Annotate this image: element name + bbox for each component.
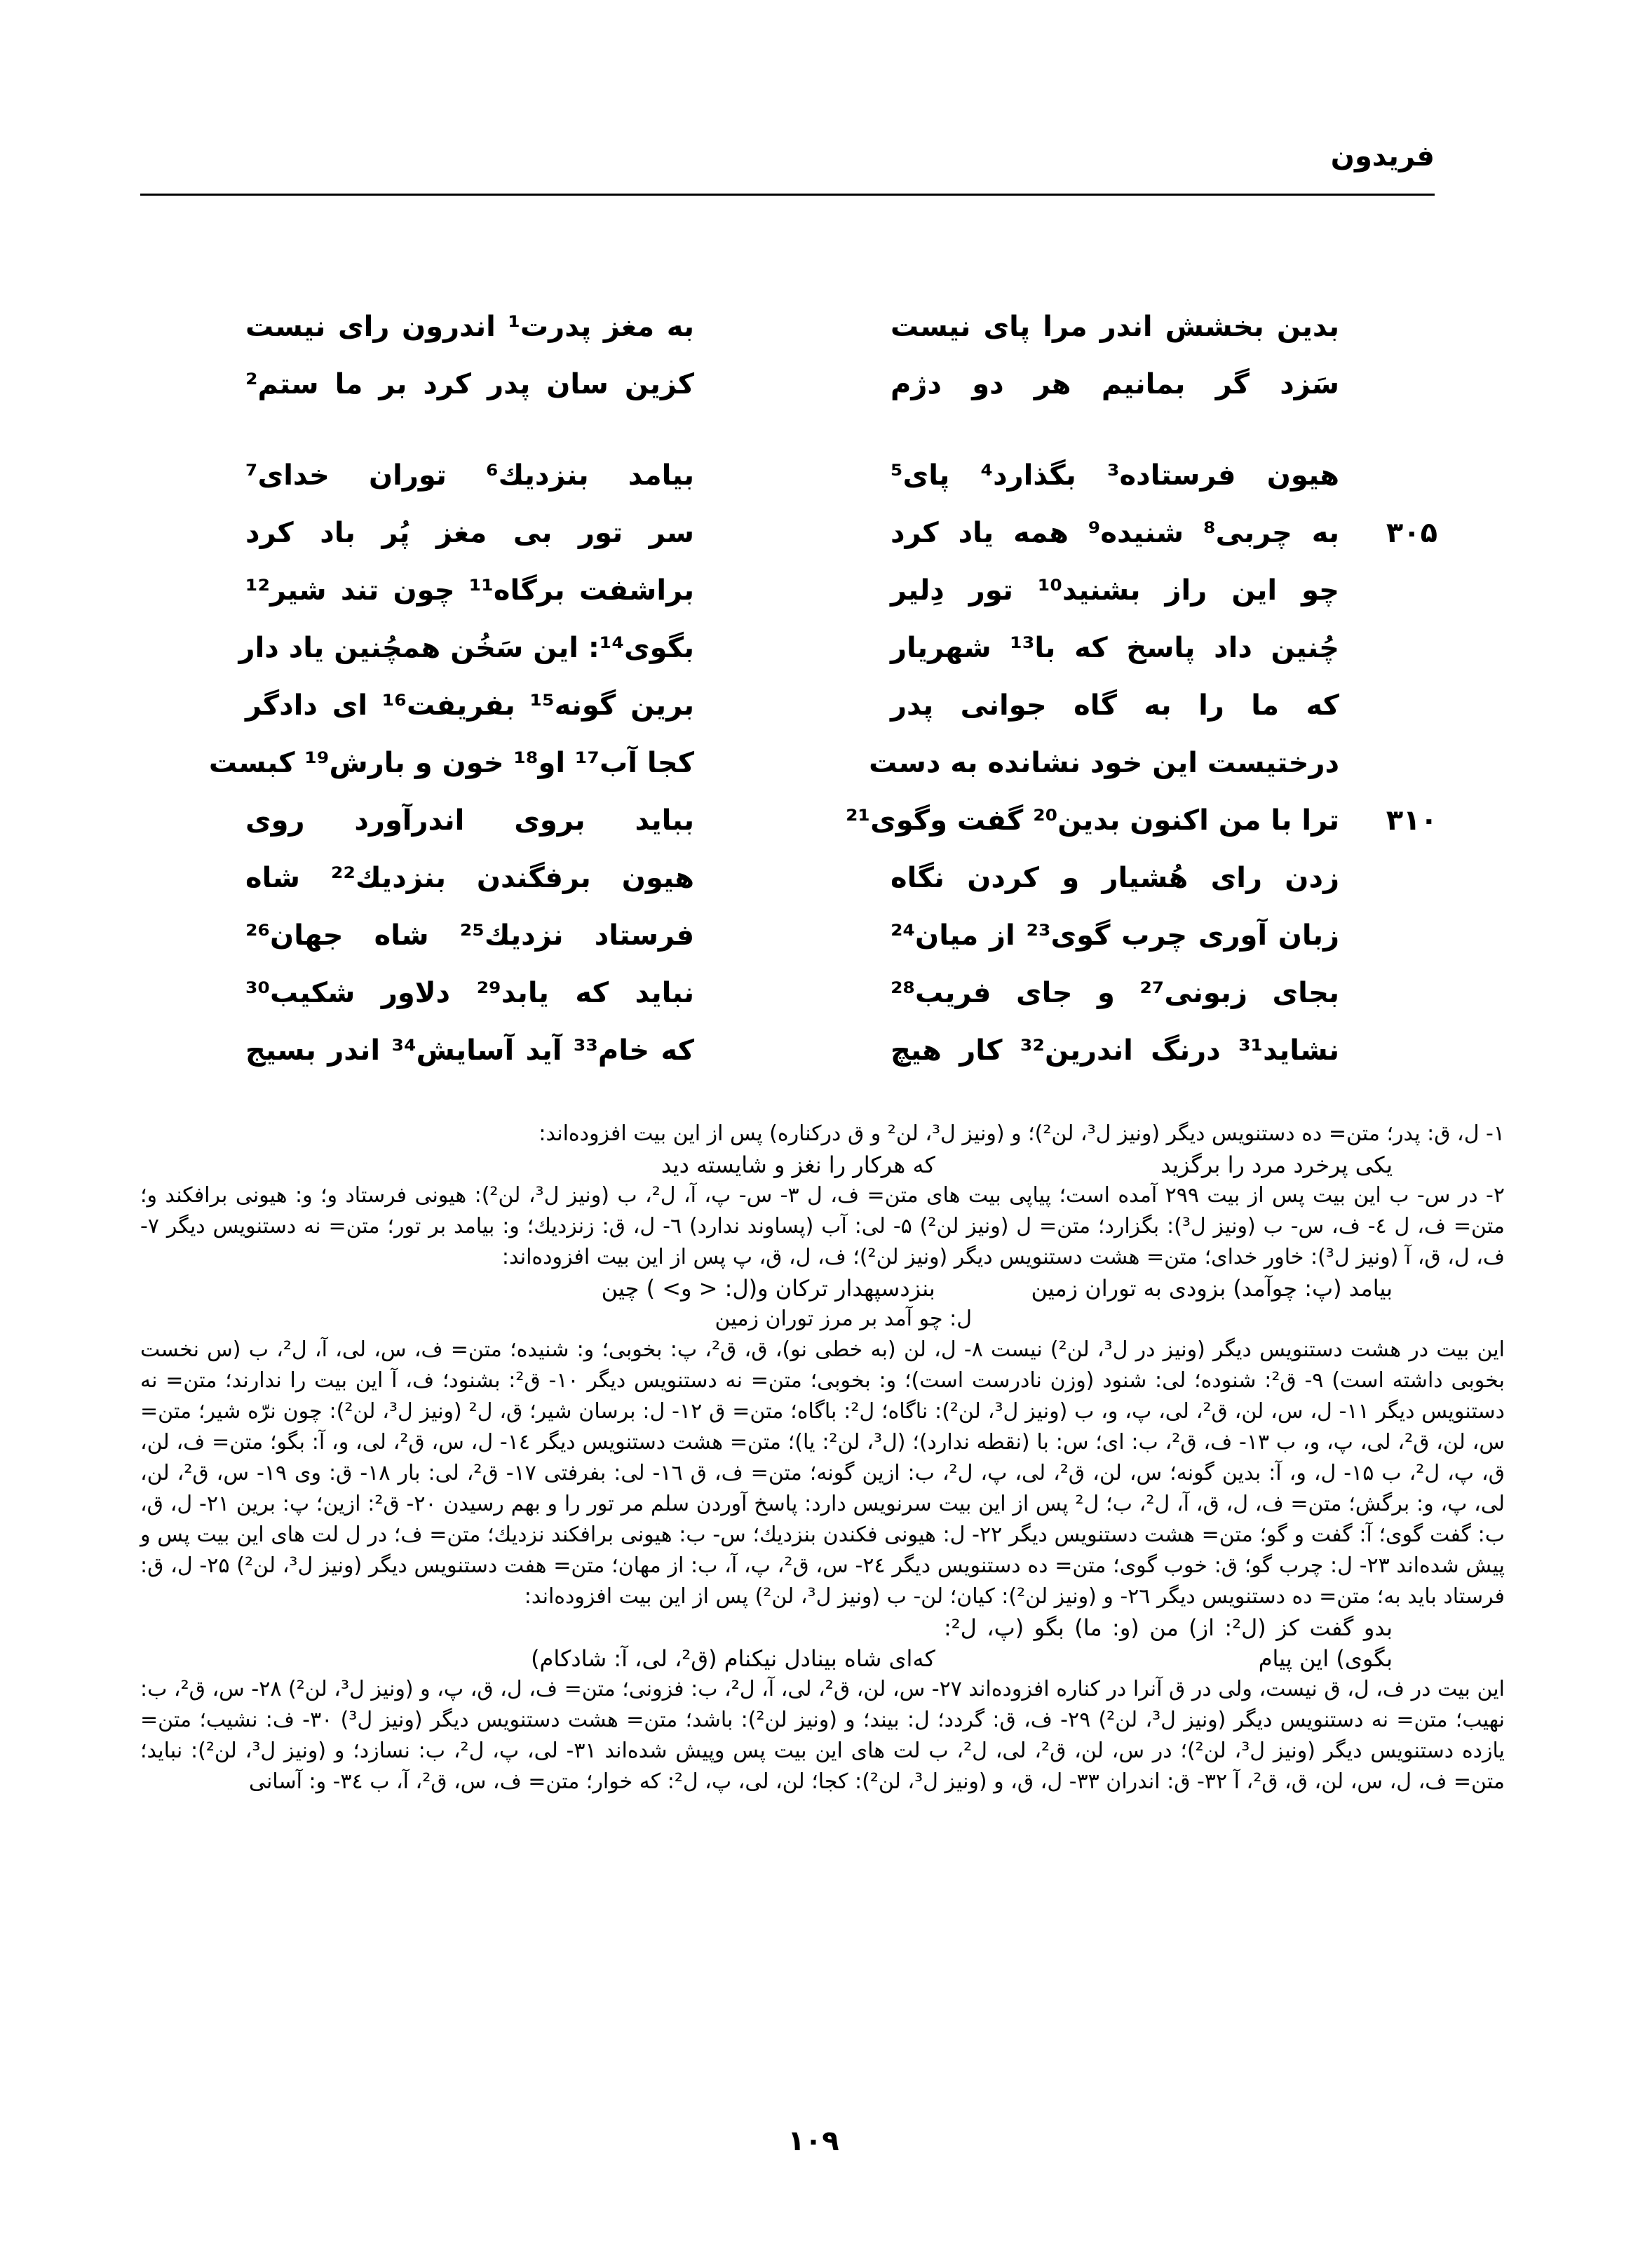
hemistich-first: که ما را به گاه جوانی پدر	[891, 689, 1339, 722]
couplet	[245, 910, 1430, 961]
couplet	[245, 508, 1437, 558]
footnotes	[140, 1119, 1505, 1797]
hemistich-first: هیون فرستاده³ بگذارد⁴ پای⁵	[891, 459, 1340, 492]
running-head-title: فریدون	[1330, 140, 1435, 173]
hemistich-first: زدن رای هُشیار و کردن نگاه	[891, 862, 1339, 894]
footnote-verse-first: یکی پرخرد مرد را برگزید	[1160, 1152, 1393, 1178]
footnote-added-verse	[140, 1273, 1505, 1304]
footnote-added-verse	[140, 1612, 1505, 1674]
page-number: ۱۰۹	[787, 2125, 839, 2157]
hemistich-second: کزین سان پدر کرد بر ما ستم²	[245, 368, 694, 400]
footnote-verse-second: که هرکار را نغز و شایسته دید	[661, 1152, 935, 1178]
hemistich-second: هیون برفگندن بنزدیك²² شاه	[245, 862, 694, 894]
hemistich-second: فرستاد نزدیك²⁵ شاه جهان²⁶	[245, 919, 695, 952]
footnote-verse-second: بنزدسپهدار ترکان و(ل: < و> ) چین	[601, 1275, 935, 1302]
couplet	[245, 680, 1430, 731]
hemistich-first: بدین بخشش اندر مرا پای نیست	[891, 311, 1339, 343]
hemistich-second: نباید که یابد²⁹ دلاور شکیب³⁰	[245, 977, 695, 1009]
hemistich-second: کجا آب¹⁷ او¹⁸ خون و بارش¹⁹ کبست	[208, 747, 694, 779]
couplet	[238, 623, 1430, 673]
couplet	[245, 302, 1430, 352]
hemistich-first: چو این راز بشنید¹⁰ تور دِلیر	[891, 574, 1339, 607]
hemistich-first: سَزد گر بمانیم هر دو دژم	[891, 368, 1339, 400]
hemistich-first: ترا با من اکنون بدین²⁰ گفت وگوی²¹	[846, 804, 1339, 837]
footnote-paragraph: ۱- ل، ق: پدر؛ متن= ده دستنویس دیگر (ونیز ل³، لن²)؛ و (ونیز ل³، لن² و ق درکناره) پس از این بیت افزوده‌اند:	[539, 1121, 1505, 1146]
footnote-paragraph: این بیت در ف، ل، ق نیست، ولی در ق آنرا در کناره افزوده‌اند ۲۷- س، لن، ق²، لی، آ، ل²، ب: فزونی؛ متن= ف، ل، ق، پ، و (ونیز ل³، لن²) ۲۸- س، ق²، ب: نهیب؛ متن= نه دستنویس دیگر (ونیز ل³، لن²) ۲۹- ف، ق: گردد؛ ل: بیند؛ و (ونیز لن²): باشد؛ متن= هشت دستنویس دیگر (ونیز ل³) ۳۰- ف: نشیب؛ متن= یازده دستنویس دیگر (ونیز ل³، لن²)؛ در س، لن، ق²، لی، ل²، ب لت های این بیت پس وپیش شده‌اند ۳۱- لی، پ، ل²، ب: نسازد؛ و (ونیز ل³، لن²): نباید؛ متن= ف، ل، س، لن، ق، ق²، آ ۳۲- ق: اندران ۳۳- ل، ق، و (ونیز ل³، لن²): کجا؛ لن، لی، پ، ل²: که خوار؛ متن= ف، س، ق²، آ، ب ۳٤- و: آسانی	[140, 1677, 1505, 1794]
couplet	[245, 450, 1430, 501]
footnote-verse-first: بیامد (پ: چوآمد) بزودی به توران زمین	[1031, 1275, 1393, 1302]
hemistich-second: به مغز پدرت¹ اندرون رای نیست	[245, 311, 695, 343]
couplet	[245, 795, 1437, 846]
header-rule	[140, 194, 1435, 196]
couplet	[245, 968, 1430, 1018]
footnote-variant-line: ل: چو آمد بر مرز توران زمین	[715, 1307, 972, 1331]
footnote-paragraph: ۲- در س- ب این بیت پس از بیت ۲۹۹ آمده است؛ پیاپی بیت های متن= ف، ل ۳- س- پ، آ، ل²، ب (ونیز ل³، لن²): هیونی فرستاد و؛ و: هیونی برافکند و؛ متن= ف، ل ٤- ف، س- ب (ونیز ل³): بگزارد؛ متن= ل (ونیز لن²) ۵- لی: آب (پساوند ندارد) ٦- ل، ق: زنزدیك؛ و: بیامد بر تور؛ متن= نه دستنویس دیگر ۷- ف، ل، ق، آ (ونیز ل³): خاور خدای؛ متن= هشت دستنویس دیگر (ونیز لن²)؛ ف، ل، ق، پ پس از این بیت افزوده‌اند:	[140, 1183, 1505, 1269]
verse-number: ۳۱۰	[1386, 804, 1437, 837]
verse-number: ۳۰۵	[1386, 517, 1437, 549]
couplet	[208, 738, 1430, 788]
hemistich-second: بگوی¹⁴: این سَخُن همچُنین یاد دار	[238, 632, 694, 664]
footnote-verse-first: بدو گفت کز (ل²: از) من (و: ما) بگو (پ، ل²: بگوی) این پیام	[944, 1614, 1393, 1672]
couplet	[245, 1025, 1430, 1076]
hemistich-second: سر تور بی مغز پُر باد کرد	[245, 517, 694, 549]
footnote-verse-second: که‌ای شاه بینادل نیکنام (ق²، لی، آ: شادکام)	[531, 1645, 935, 1672]
hemistich-second: بباید بروی اندرآورد روی	[245, 804, 694, 837]
hemistich-first: زبان آوری چرب گوی²³ از میان²⁴	[891, 919, 1339, 952]
hemistich-first: چُنین داد پاسخ که با¹³ شهریار	[891, 632, 1339, 664]
couplet	[245, 565, 1430, 616]
hemistich-second: که خام³³ آید آسایش³⁴ اندر بسیج	[245, 1034, 695, 1067]
couplet	[245, 359, 1430, 410]
hemistich-second: بیامد بنزدیك⁶ توران خدای⁷	[245, 459, 694, 492]
footnote-added-verse	[140, 1149, 1505, 1180]
hemistich-first: درختیست این خود نشانده به دست	[869, 747, 1339, 779]
hemistich-first: به چربی⁸ شنیده⁹ همه یاد کرد	[891, 517, 1340, 549]
hemistich-second: براشفت برگاه¹¹ چون تند شیر¹²	[245, 574, 694, 607]
hemistich-first: نشاید³¹ درنگ اندرین³² کار هیچ	[891, 1034, 1339, 1067]
verse-block	[208, 302, 1437, 1076]
hemistich-second: برین گونه¹⁵ بفریفت¹⁶ ای دادگر	[245, 689, 694, 722]
footnote-paragraph: این بیت در هشت دستنویس دیگر (ونیز در ل³، لن²) نیست ۸- ل، لن (به خطی نو)، ق، ق²، پ: بخوبی؛ و: شنیده؛ متن= ف، س، لی، آ، ل²، ب (س نخست بخوبی داشته است) ۹- ق²: شنوده؛ لی: شنود (وزن نادرست است)؛ و: بخوبی؛ متن= نه دستنویس دیگر ۱۰- ق²: بشنود؛ ف، آ این بیت را ندارند؛ متن= نه دستنویس دیگر ۱۱- ل، س، لن، ق²، لی، پ، و، ب (ونیز ل³، لن²): ناگاه؛ ل²: باگاه؛ متن= ق ۱۲- ل: برسان شیر؛ ق، ل² (ونیز ل³، لن²): چون نرّه شیر؛ متن= س، لن، ق²، لی، پ، و، ب ۱۳- ف، ق²، ب: ای؛ س: با (نقطه ندارد)؛ (ل³، لن²: یا)؛ متن= هشت دستنویس دیگر ۱٤- ل، س، ق²، لی، و، آ: بگو؛ متن= ف، لن، ق، پ، ل²، ب ۱۵- ل، و، آ: بدین گونه؛ س، لن، ق²، لی، پ، ل²، ب: ازین گونه؛ متن= ف، ق ۱٦- لی: بفرفتی ۱۷- ق²، لی: بار ۱۸- ق: وی ۱۹- س، ق²، لن، لی، پ، و: برگش؛ متن= ف، ل، ق، آ، ل²، ب؛ ل² پس از این بیت سرنویس دارد: پاسخ آوردن سلم مر تور را و بهم رسیدن ۲۰- ق²: ازین؛ پ: برین ۲۱- ل، ق، ب: گفت گوی؛ آ: گفت و گو؛ متن= هشت دستنویس دیگر ۲۲- ل: هیونی فکندن بنزدیك؛ س- ب: هیونی برافکند نزدیك؛ متن= ف؛ در ل لت های این بیت پس و پیش شده‌اند ۲۳- ل: چرب گو؛ ق: خوب گوی؛ متن= ده دستنویس دیگر ۲٤- س، ق²، پ، آ، ب: از مهان؛ متن= هفت دستنویس دیگر (ونیز ل³، لن²) ۲۵- ل، ق: فرستاد باید به؛ متن= ده دستنویس دیگر ۲٦- و (ونیز لن²): کیان؛ لن- ب (ونیز ل³، لن²) پس از این بیت افزوده‌اند:	[140, 1337, 1505, 1609]
couplet	[245, 853, 1430, 903]
hemistich-first: بجای زبونی²⁷ و جای فریب²⁸	[891, 977, 1339, 1009]
